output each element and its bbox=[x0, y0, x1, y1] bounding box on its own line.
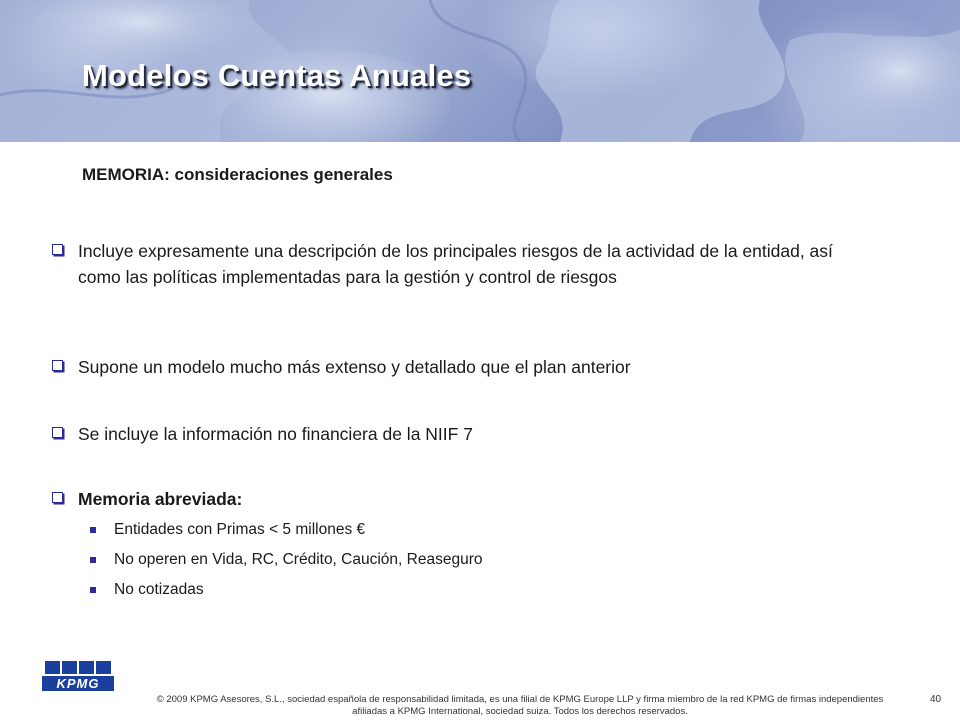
sub-bullet-text: No cotizadas bbox=[114, 581, 204, 598]
bullet-item-modelo bbox=[52, 354, 852, 380]
kpmg-logo bbox=[42, 661, 114, 691]
bullet-item-memoria-abreviada bbox=[52, 486, 852, 512]
page-number: 40 bbox=[930, 694, 942, 705]
bullet-item-niif bbox=[52, 421, 852, 447]
header-banner bbox=[0, 0, 960, 142]
checkbox-icon bbox=[52, 492, 63, 503]
bullet-text: Incluye expresamente una descripción de los principales riesgos de la actividad de la entidad, así como las políticas implementadas para la gestión y control de riesgos bbox=[78, 241, 833, 287]
checkbox-icon bbox=[52, 427, 63, 438]
checkbox-icon bbox=[52, 244, 63, 255]
checkbox-icon bbox=[52, 360, 63, 371]
sub-bullet-text: No operen en Vida, RC, Crédito, Caución, Reaseguro bbox=[114, 551, 483, 568]
section-subtitle: MEMORIA: consideraciones generales bbox=[82, 165, 393, 184]
sub-bullet-primas bbox=[90, 520, 790, 540]
square-bullet-icon bbox=[90, 587, 96, 593]
sub-bullet-cotizadas bbox=[90, 580, 790, 600]
kpmg-logo-text: KPMG bbox=[56, 676, 100, 691]
square-bullet-icon bbox=[90, 557, 96, 563]
bullet-item-riesgos bbox=[52, 238, 852, 290]
page-title: Modelos Cuentas Anuales bbox=[82, 58, 472, 93]
sub-bullet-ramos bbox=[90, 550, 790, 570]
bullet-text: Memoria abreviada: bbox=[78, 489, 243, 509]
sub-bullet-text: Entidades con Primas < 5 millones € bbox=[114, 521, 366, 538]
bullet-text: Se incluye la información no financiera de la NIIF 7 bbox=[78, 424, 473, 444]
bullet-text: Supone un modelo mucho más extenso y detallado que el plan anterior bbox=[78, 357, 631, 377]
square-bullet-icon bbox=[90, 527, 96, 533]
footer-copyright: © 2009 KPMG Asesores, S.L., sociedad española de responsabilidad limitada, es una filial de KPMG Europe LLP y firma miembro de la red KPMG de firmas independientes afiliadas a KPMG International, sociedad suiza. Todos los derechos reservados. bbox=[156, 694, 884, 717]
